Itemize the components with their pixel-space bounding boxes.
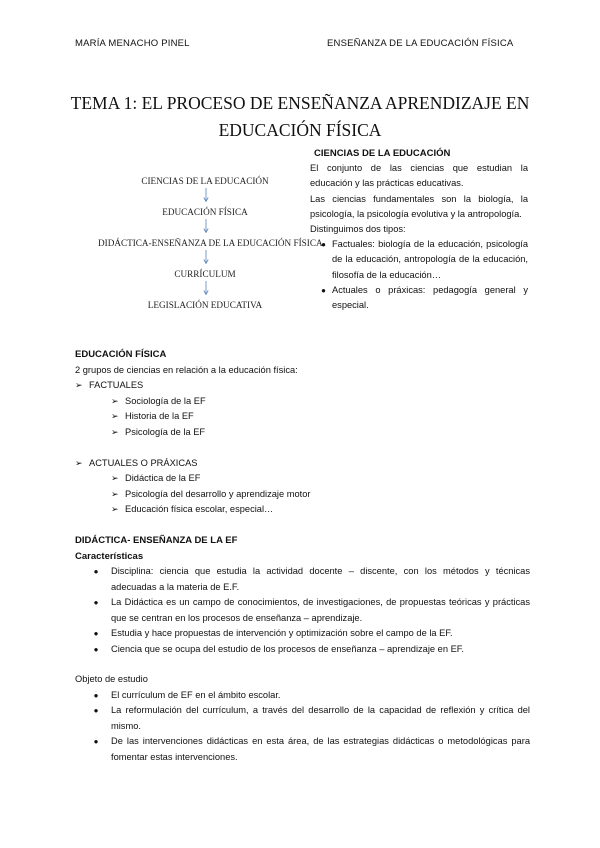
list-item: ➢ Psicología de la EF xyxy=(75,425,530,441)
flow-diagram xyxy=(98,176,323,321)
page-title xyxy=(60,90,540,144)
list-item: ➢ Sociología de la EF xyxy=(75,394,530,410)
down-arrow-icon xyxy=(203,281,209,295)
title-line-2: EDUCACIÓN FÍSICA xyxy=(218,120,382,140)
bullet-icon: ● xyxy=(93,629,99,638)
list-item: ➢ Historia de la EF xyxy=(75,409,530,425)
diagram-item-didactica: DIDÁCTICA-ENSEÑANZA DE LA EDUCACIÓN FÍSICA xyxy=(98,238,323,248)
objeto-heading: Objeto de estudio xyxy=(75,674,148,684)
down-arrow-icon xyxy=(203,219,209,233)
list-item: ● La reformulación del currículum, a través del desarrollo de la capacidad de reflexión y crítica del mismo. xyxy=(75,703,530,734)
list-item: ● El currículum de EF en el ámbito escolar. xyxy=(75,688,530,704)
list-item: ➢ Didáctica de la EF xyxy=(75,471,530,487)
list-item: ● Actuales o práxicas: pedagogía general y especial. xyxy=(310,283,528,313)
arrow-bullet-icon: ➢ xyxy=(75,457,83,468)
arrow-bullet-icon: ➢ xyxy=(75,380,83,390)
diagram-item-curriculum: CURRÍCULUM xyxy=(174,269,236,279)
bullet-icon: ● xyxy=(93,567,99,576)
list-item: ➢ Psicología del desarrollo y aprendizaje motor xyxy=(75,487,530,503)
list-item: ● Disciplina: ciencia que estudia la actividad docente – discente, con los métodos y técnicas adecuadas a la materia de E.F. xyxy=(75,564,530,595)
list-item: ➢ ACTUALES O PRÁXICAS xyxy=(75,456,530,472)
ef-intro: 2 grupos de ciencias en relación a la educación física: xyxy=(75,364,298,375)
diagram-item-ef: EDUCACIÓN FÍSICA xyxy=(162,207,248,217)
list-item: ● De las intervenciones didácticas en esta área, de las estrategias didácticas o metodológicas para fomentar estas intervenciones. xyxy=(75,734,530,765)
bullet-icon: ● xyxy=(321,240,326,250)
down-arrow-icon xyxy=(203,250,209,264)
ciencias-tipos: Distinguimos dos tipos: xyxy=(310,224,406,235)
list-item: ➢ Educación física escolar, especial… xyxy=(75,502,530,518)
arrow-bullet-icon: ➢ xyxy=(111,504,119,514)
arrow-bullet-icon: ➢ xyxy=(111,473,119,483)
arrow-bullet-icon: ➢ xyxy=(111,426,119,437)
list-item: ● Factuales: biología de la educación, psicología de la educación, antropología de la educación, filosofía de la educación… xyxy=(310,237,528,283)
list-item: ● Estudia y hace propuestas de intervención y optimización sobre el campo de la EF. xyxy=(75,626,530,642)
arrow-bullet-icon: ➢ xyxy=(111,488,119,499)
ciencias-section xyxy=(310,146,528,313)
list-item: ● Ciencia que se ocupa del estudio de los procesos de enseñanza – aprendizaje en EF. xyxy=(75,642,530,658)
bullet-icon: ● xyxy=(321,285,326,295)
diagram-item-legislacion: LEGISLACIÓN EDUCATIVA xyxy=(147,300,263,310)
ef-heading: EDUCACIÓN FÍSICA xyxy=(75,349,167,360)
header-course: ENSEÑANZA DE LA EDUCACIÓN FÍSICA xyxy=(327,38,514,49)
ciencias-heading: CIENCIAS DE LA EDUCACIÓN xyxy=(314,148,451,159)
diagram-item-ciencias: CIENCIAS DE LA EDUCACIÓN xyxy=(141,176,269,186)
arrow-bullet-icon: ➢ xyxy=(111,411,119,421)
bullet-icon: ● xyxy=(93,644,99,654)
caracteristicas-heading: Características xyxy=(75,550,144,562)
ciencias-definition: El conjunto de las ciencias que estudian la educación y las prácticas educativas. xyxy=(310,163,528,189)
ciencias-fundamentales: Las ciencias fundamentales son la biología, la psicología, la psicología evolutiva y la antropología. xyxy=(310,193,528,219)
bullet-icon: ● xyxy=(93,737,99,746)
title-line-1: TEMA 1: EL PROCESO DE ENSEÑANZA APRENDIZAJE EN xyxy=(70,93,530,113)
bullet-icon: ● xyxy=(93,598,99,607)
didactica-heading: DIDÁCTICA- ENSEÑANZA DE LA EF xyxy=(75,535,238,546)
arrow-bullet-icon: ➢ xyxy=(111,395,119,406)
bullet-icon: ● xyxy=(93,706,99,715)
ef-section xyxy=(75,347,530,518)
list-item: ➢ FACTUALES xyxy=(75,378,530,394)
list-item: ● La Didáctica es un campo de conocimientos, de investigaciones, de propuestas teóricas y prácticas que se centran en los procesos de enseñanza – aprendizaje. xyxy=(75,595,530,626)
header-author: MARÍA MENACHO PINEL xyxy=(75,38,190,49)
bullet-icon: ● xyxy=(93,690,99,700)
didactica-section xyxy=(75,533,530,765)
down-arrow-icon xyxy=(203,188,209,202)
